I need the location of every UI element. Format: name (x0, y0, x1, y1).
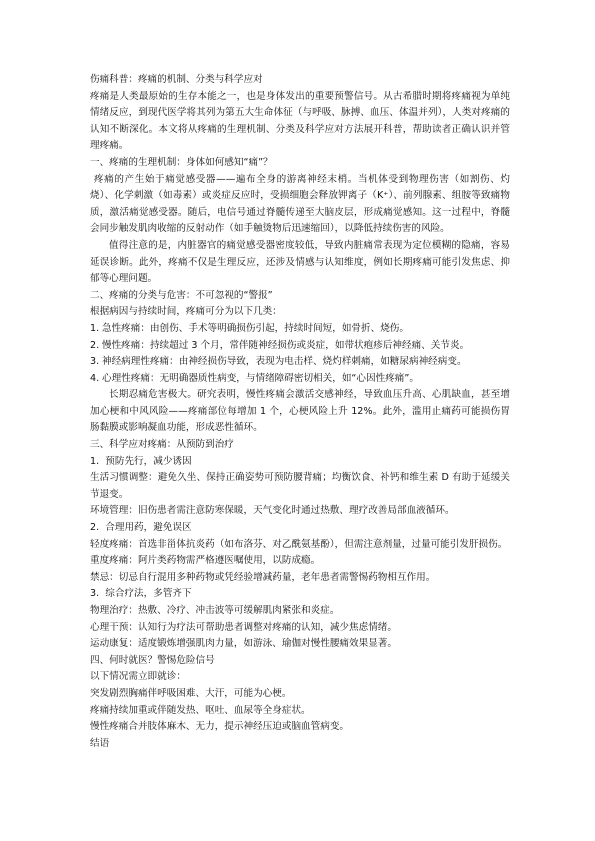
section-2-paragraph: 长期忍痛危害极大。研究表明，慢性疼痛会激活交感神经，导致血压升高、心肌缺血，甚至增加心梗和中风风险——疼痛部位每增加 1 个，心梗风险上升 12%。此外，滥用止痛药可能损伤胃肠黏膜或影响凝血功能，形成恶性循环。 (90, 389, 510, 434)
severe-pain-paragraph: 重度疼痛：阿片类药物需严格遵医嘱使用，以防成瘾。 (90, 555, 321, 567)
subheading-medication: 2. 合理用药，避免误区 (90, 522, 192, 534)
physical-therapy-paragraph: 物理治疗：热敷、冷疗、冲击波等可缓解肌肉紧张和炎症。 (90, 605, 340, 616)
section-4-heading: 四、何时就医？警惕危险信号 (90, 654, 215, 666)
section-1-paragraph-2: 值得注意的是，内脏器官的痛觉感受器密度较低，导致内脏痛常表现为定位模糊的隐痛，容易延误诊断。此外，疼痛不仅是生理反应，还涉及情感与认知维度，例如长期疼痛可能引发焦虑、抑郁等心理问题。 (90, 239, 510, 285)
list-text: 心理性疼痛：无明确器质性病变，与情绪障碍密切相关，如“心因性疼痛”。 (102, 372, 419, 384)
section-2-lead: 根据病因与持续时间，疼痛可分为以下几类： (90, 306, 282, 318)
list-text: 急性疼痛：由创伤、手术等明确损伤引起，持续时间短，如骨折、烧伤。 (102, 322, 409, 334)
subheading-prevention: 1. 预防先行，减少诱因 (90, 455, 192, 467)
environment-paragraph: 环境管理：旧伤患者需注意防寒保暖，天气变化时通过热敷、理疗改善局部血液循环。 (90, 505, 455, 517)
conclusion-heading: 结语 (90, 737, 110, 749)
warning-line-3: 慢性疼痛合并肢体麻木、无力，提示神经压迫或脑血管病变。 (90, 721, 350, 733)
warning-line-1: 突发剧烈胸痛伴呼吸困难、大汗，可能为心梗。 (90, 687, 292, 699)
list-text: 慢性疼痛：持续超过 3 个月，常伴随神经损伤或炎症，如带状疱疹后神经痛、关节炎。 (102, 339, 470, 351)
list-item (90, 321, 510, 338)
exercise-paragraph: 运动康复：适度锻炼增强肌肉力量，如游泳、瑜伽对慢性腰痛效果显著。 (90, 638, 397, 650)
intro-paragraph: 疼痛是人类最原始的生存本能之一，也是身体发出的重要预警信号。从古希腊时期将疼痛视为单纯情绪反应，到现代医学将其列为第五大生命体征（与呼吸、脉搏、血压、体温并列），人类对疼痛的认知不断深化。本文将从疼痛的生理机制、分类及科学应对方法展开科普，帮助读者正确认识并管理疼痛。 (90, 90, 510, 152)
list-item (90, 338, 510, 355)
list-number: 4. (90, 372, 100, 384)
section-1-paragraph-1: 疼痛的产生始于痛觉感受器——遍布全身的游离神经末梢。当机体受到物理伤害（如割伤、灼烧）、化学刺激（如毒素）或炎症反应时，受损细胞会释放钾离子（K⁺）、前列腺素、组胺等致痛物质，激活痛觉感受器。随后，电信号通过脊髓传递至大脑皮层，形成痛觉感知。这一过程中，脊髓会同步触发肌肉收缩的反射动作（如手触烫物后迅速缩回），以降低持续伤害的风险。 (90, 173, 510, 235)
section-4-lead: 以下情况需立即就诊： (90, 671, 186, 683)
list-number: 2. (90, 339, 100, 351)
lifestyle-paragraph: 生活习惯调整：避免久坐、保持正确姿势可预防腰背痛；均衡饮食、补钙和维生素 D 有助于延缓关节退变。 (90, 472, 510, 500)
section-1-heading: 一、疼痛的生理机制：身体如何感知“痛”？ (90, 156, 273, 168)
document-body (90, 72, 510, 752)
psychological-paragraph: 心理干预：认知行为疗法可帮助患者调整对疼痛的认知，减少焦虑情绪。 (90, 621, 397, 633)
document-title: 伤痛科普：疼痛的机制、分类与科学应对 (90, 74, 263, 85)
mild-pain-paragraph: 轻度疼痛：首选非甾体抗炎药（如布洛芬、对乙酰氨基酚），但需注意剂量，过量可能引发肝损伤。 (90, 538, 508, 550)
list-item (90, 371, 510, 388)
contraindication-paragraph: 禁忌：切忌自行混用多种药物或凭经验增减药量，老年患者需警惕药物相互作用。 (90, 571, 436, 583)
list-text: 神经病理性疼痛：由神经损伤导致，表现为电击样、烧灼样刺痛，如糖尿病神经病变。 (102, 356, 467, 368)
subheading-combined-therapy: 3. 综合疗法，多管齐下 (90, 588, 192, 600)
section-2-heading: 二、疼痛的分类与危害：不可忽视的“警报” (90, 289, 273, 301)
list-number: 1. (90, 322, 100, 334)
warning-line-2: 疼痛持续加重或伴随发热、呕吐、血尿等全身症状。 (90, 704, 311, 716)
list-item (90, 354, 510, 371)
section-3-heading: 三、科学应对疼痛：从预防到治疗 (90, 439, 234, 451)
list-number: 3. (90, 356, 100, 368)
